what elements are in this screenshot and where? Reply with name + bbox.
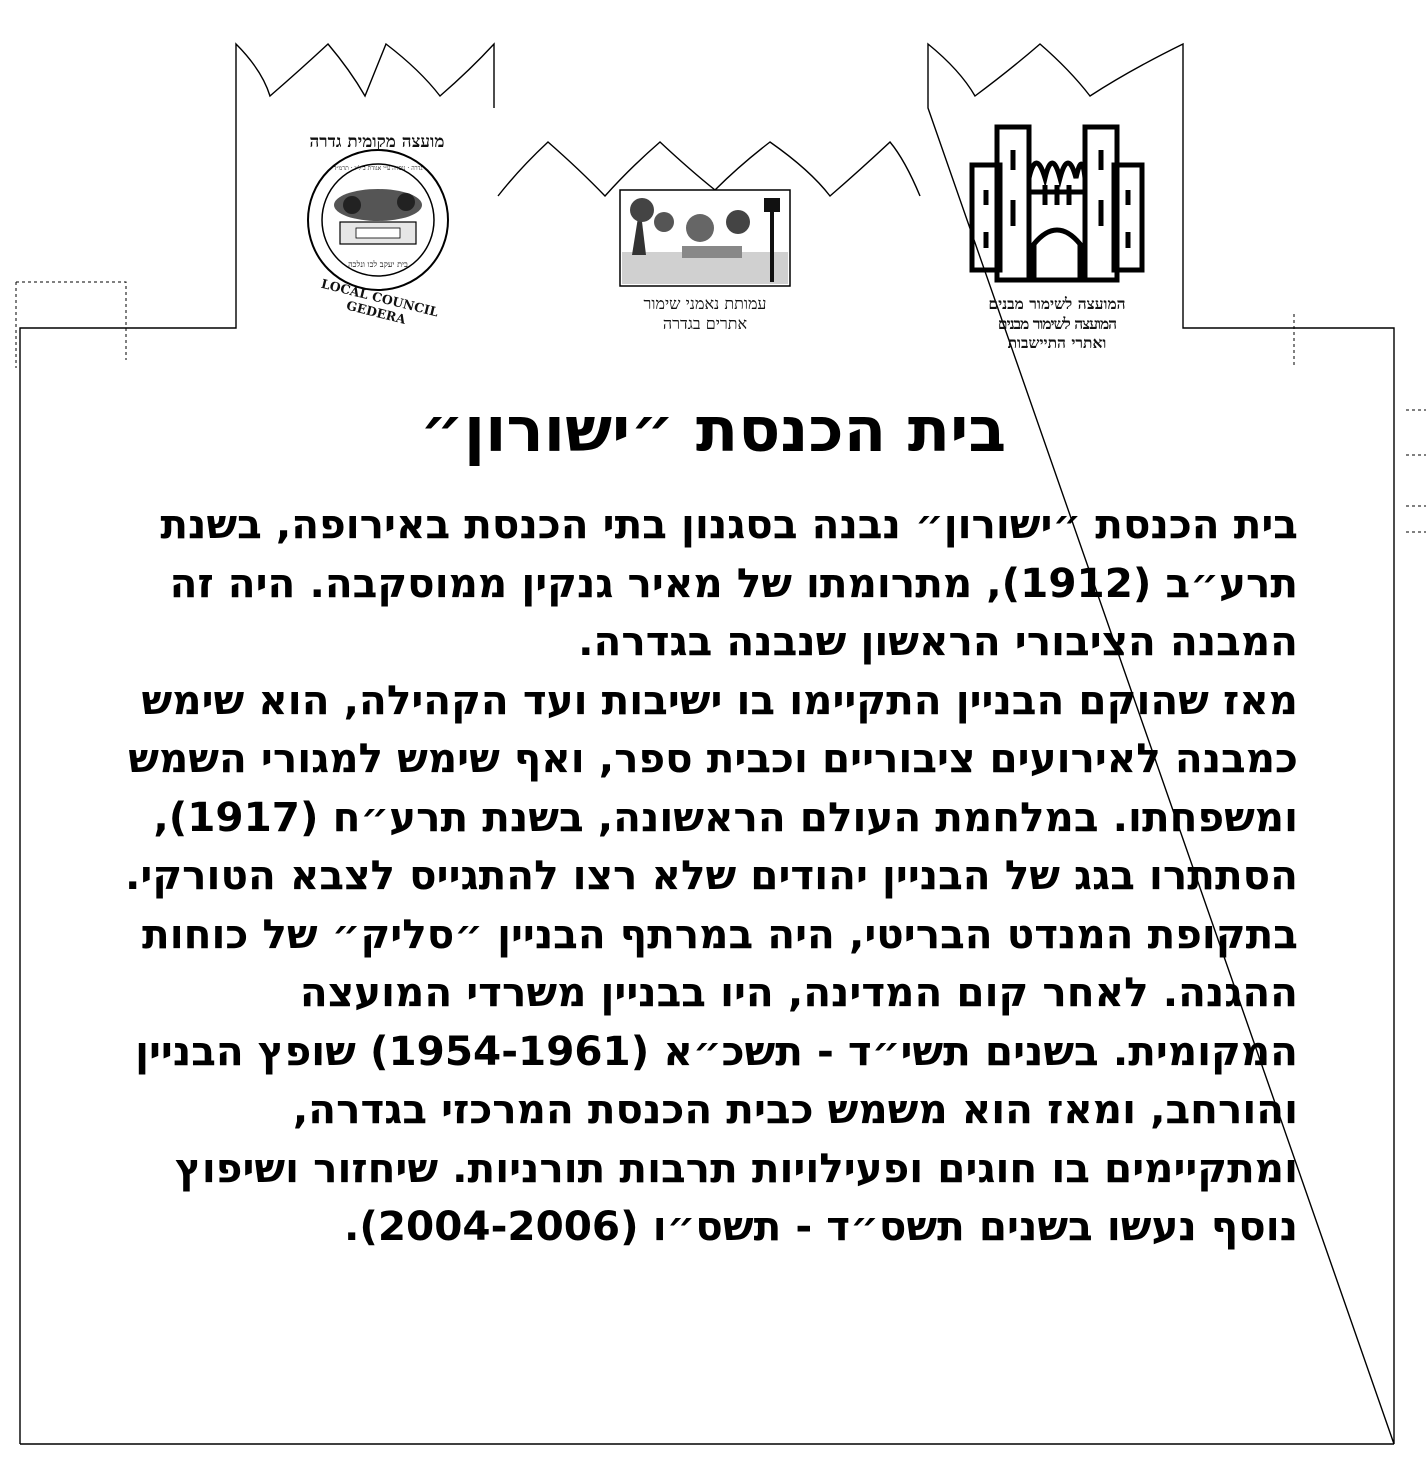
gedera-seal-ring-text: גדרה · נוסדה ע״י אגודת ביל״ו · תרמ״ד [333,165,423,172]
trustees-caption-line2: אתרים בגדרה [662,314,748,333]
preservation-building-logo [972,127,1142,280]
trustees-caption-line1: עמותת נאמני שימור [643,294,767,313]
gedera-council-english: LOCAL COUNCIL GEDERA [319,275,440,327]
sign-body [118,495,1298,1256]
preservation-caption-line2: המועצה לשימור מבנים [997,314,1117,333]
trustees-photo [620,190,790,286]
preservation-caption-line1: המועצה לשימור מבנים [988,294,1126,313]
gedera-council-name: מועצה מקומית גדרה [309,132,445,152]
body-paragraph-2: מאז שהוקם הבניין התקיימו בו ישיבות ועד הקהילה, הוא שימש כמבנה לאירועים ציבוריים וכבית ספר, ואף שימש למגורי השמש ומשפחתו. במלחמת העולם הראשונה, בשנת תרע״ח (1917), הסתתרו בגג של הבניין יהודים שלא רצו להתגייס לצבא הטורקי. בתקופת המנדט הבריטי, היה במרתף הבניין ״סליק״ של כוחות ההגנה. לאחר קום המדינה, היו בבניין משרדי המועצה המקומית. בשנים תשי״ד - תשכ״א (1954-1961) שופץ הבניין והורחב, ומאז הוא משמש כבית הכנסת המרכזי בגדרה, ומתקיימים בו חוגים ופעילויות תרבות תורניות. שיחזור ושיפוץ נוסף נעשו בשנים תשס״ד - תשס״ו (2004-2006). [125,675,1298,1250]
body-paragraph-1: בית הכנסת ״ישורון״ נבנה בסגנון בתי הכנסת באירופה, בשנת תרע״ב (1912), מתרומתו של מאיר גנקין ממוסקבה. היה זה המבנה הציבורי הראשון שנבנה בגדרה. [160,500,1298,665]
gedera-seal-motto: בית יעקב לכו ונלכה [348,260,408,269]
central-arches [498,142,920,196]
preservation-caption-line3: ואתרי התיישבות [1007,333,1107,352]
page-title: בית הכנסת ״ישורון״ [419,393,1007,466]
